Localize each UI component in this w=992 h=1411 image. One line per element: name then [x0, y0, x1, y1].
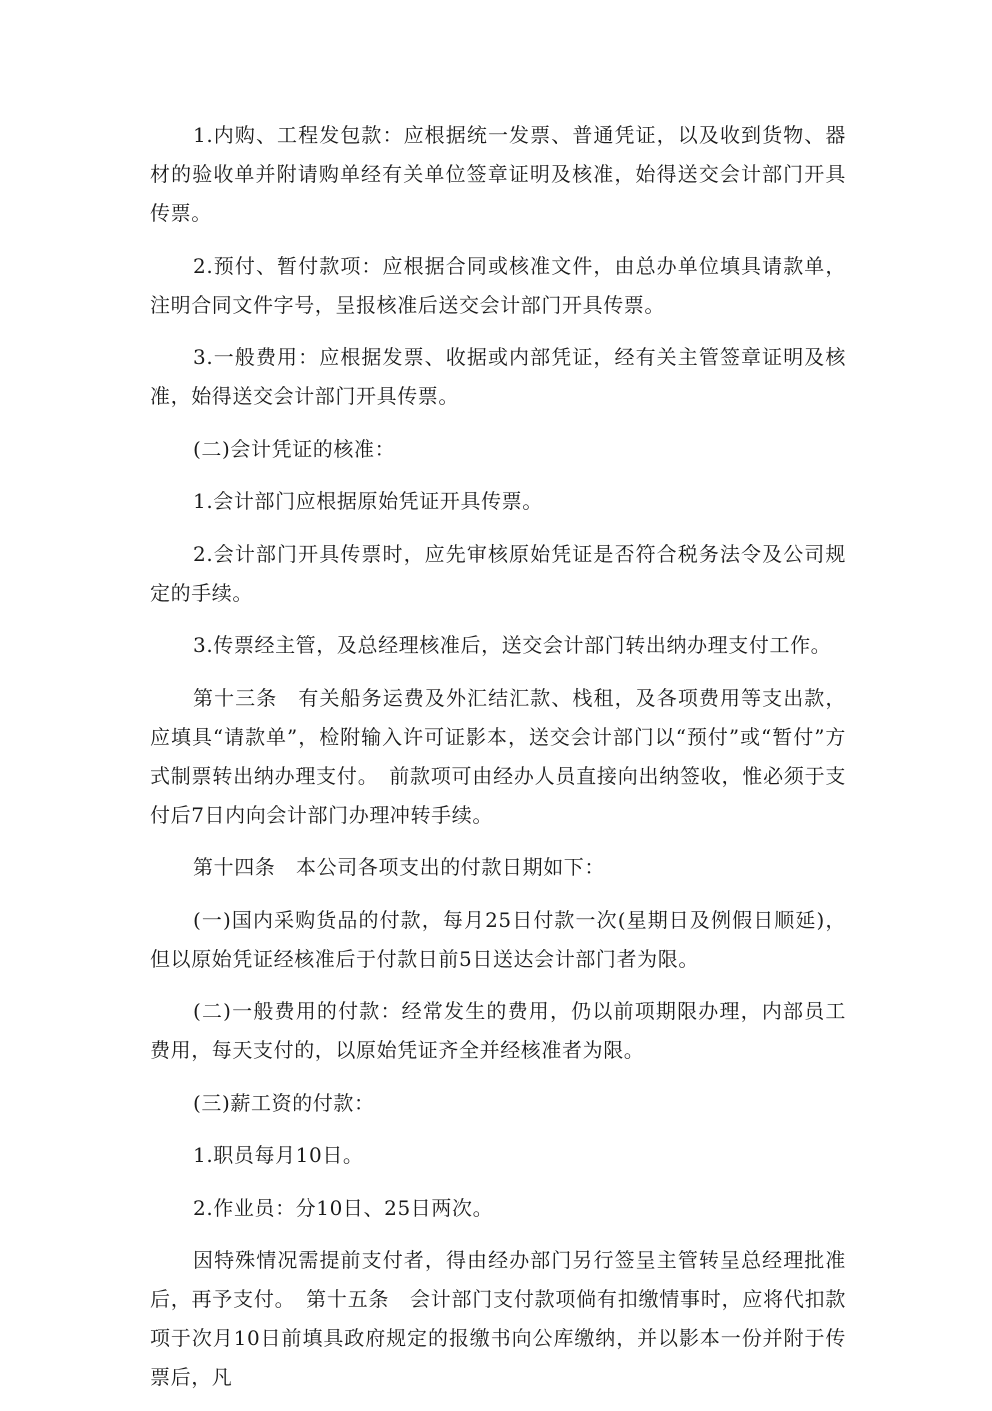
- paragraph-item-3-general-expense: 3.一般费用：应根据发票、收据或内部凭证，经有关主管签章证明及核准，始得送交会计部门开具传票。: [150, 345, 846, 408]
- payment-rule-salary-heading: (三)薪工资的付款：: [193, 1090, 375, 1115]
- section-heading-voucher-approval: (二)会计凭证的核准：: [193, 436, 396, 461]
- paragraph-voucher-rule-1: 1.会计部门应根据原始凭证开具传票。: [193, 489, 543, 513]
- paragraph-item-1-internal-purchase: 1.内购、工程发包款：应根据统一发票、普通凭证，以及收到货物、器材的验收单并附请购单经有关单位签章证明及核准，始得送交会计部门开具传票。: [150, 123, 846, 225]
- article-15-paragraph: 因特殊情况需提前支付者，得由经办部门另行签呈主管转呈总经理批准后，再予支付。 第十五条 会计部门支付款项倘有扣缴情事时，应将代扣款项于次月10日前填具政府规定的报缴书向公库缴纳，并以影本一份并附于传票后，凡: [150, 1248, 846, 1389]
- paragraph-item-2-advance-payment: 2.预付、暂付款项：应根据合同或核准文件，由总办单位填具请款单，注明合同文件字号，呈报核准后送交会计部门开具传票。: [150, 253, 846, 317]
- paragraph-voucher-rule-2: 2.会计部门开具传票时，应先审核原始凭证是否符合税务法令及公司规定的手续。: [150, 541, 846, 605]
- document-page: [150, 116, 846, 1411]
- payment-rule-general-expense: (二)一般费用的付款：经常发生的费用，仍以前项期限办理，内部员工费用，每天支付的，以原始凭证齐全并经核准者为限。: [150, 999, 846, 1062]
- salary-rule-staff: 1.职员每月10日。: [193, 1143, 364, 1167]
- article-14-heading: 第十四条 本公司各项支出的付款日期如下：: [193, 855, 605, 879]
- salary-rule-workers: 2.作业员：分10日、25日两次。: [193, 1195, 494, 1220]
- article-13-paragraph: 第十三条 有关船务运费及外汇结汇款、栈租，及各项费用等支出款，应填具“请款单”，检附输入许可证影本，送交会计部门以“预付”或“暂付”方式制票转出纳办理支付。 前款项可由经办人员直接向出纳签收，惟必须于支付后7日内向会计部门办理冲转手续。: [150, 685, 846, 827]
- paragraph-voucher-rule-3: 3.传票经主管，及总经理核准后，送交会计部门转出纳办理支付工作。: [193, 633, 832, 657]
- payment-rule-domestic-purchase: (一)国内采购货品的付款，每月25日付款一次(星期日及例假日顺延)，但以原始凭证经核准后于付款日前5日送达会计部门者为限。: [150, 907, 846, 971]
